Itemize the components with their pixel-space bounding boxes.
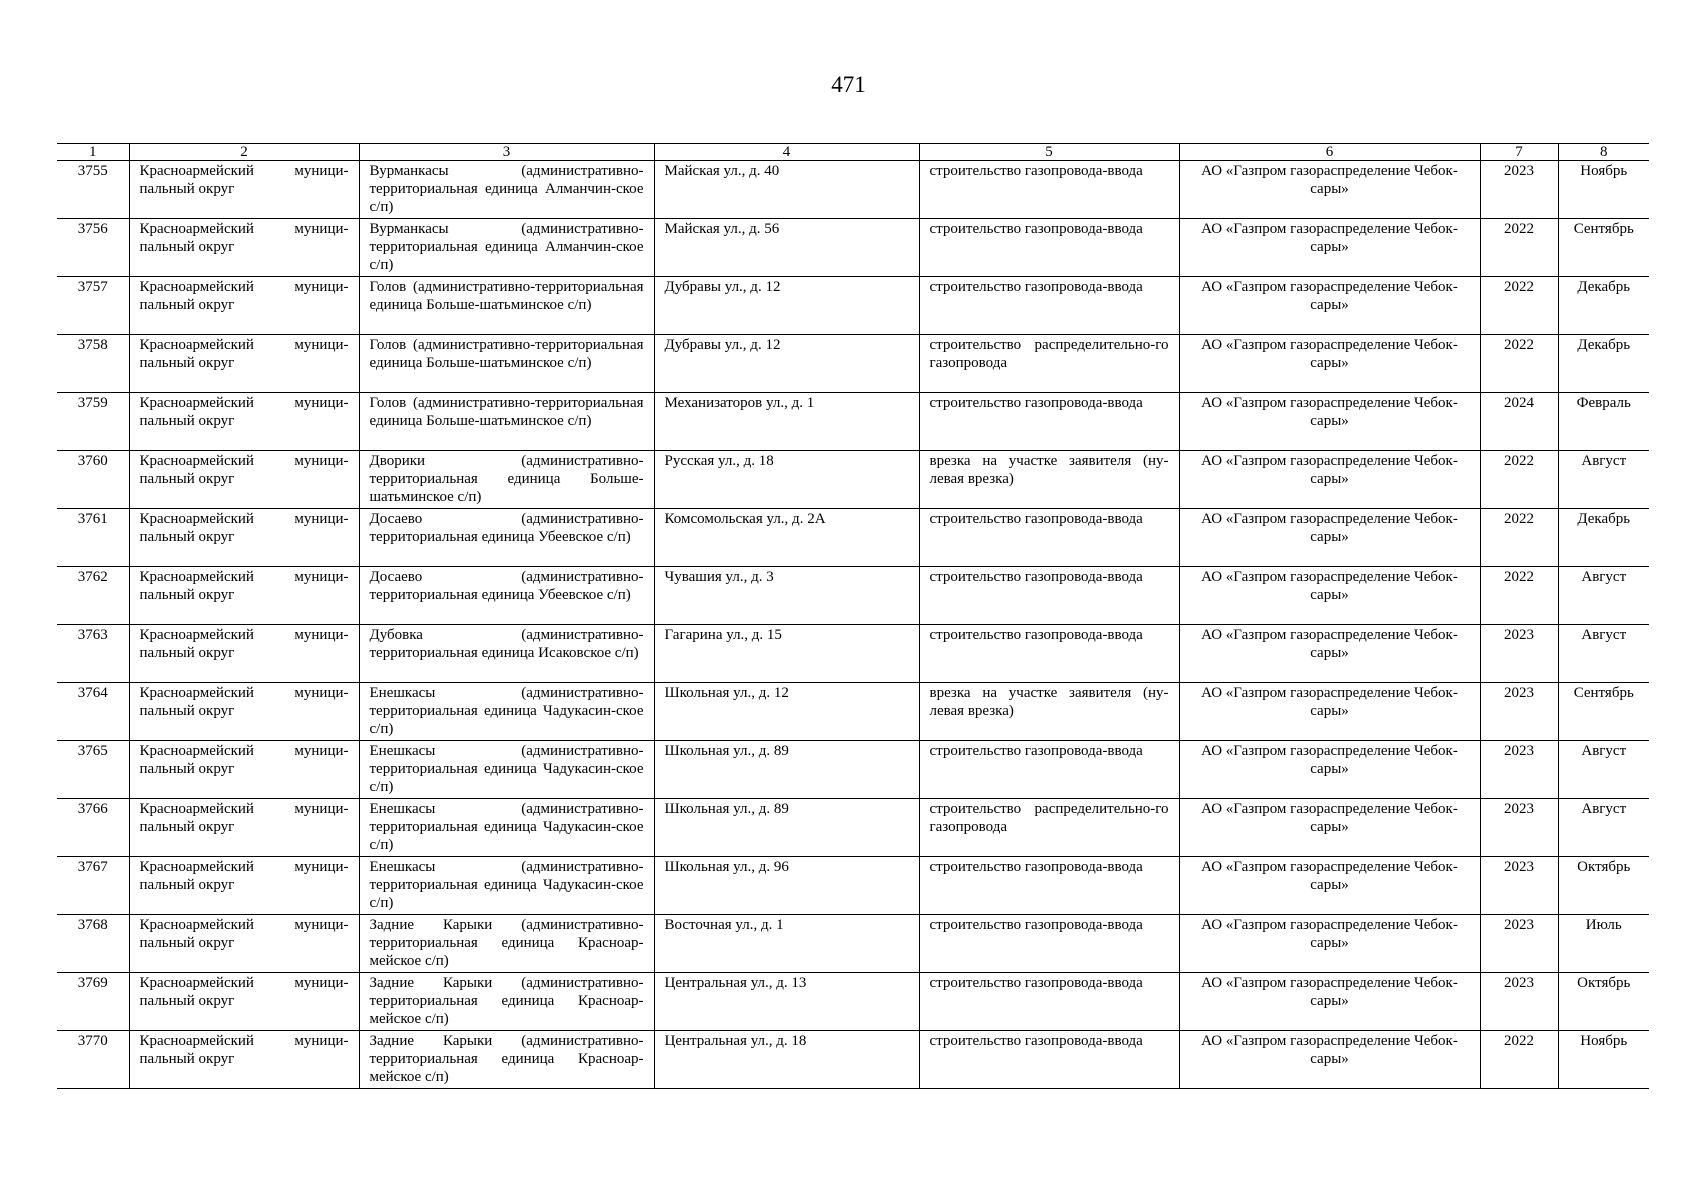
column-header: 1	[57, 144, 129, 161]
address-cell: Чувашия ул., д. 3	[654, 567, 919, 625]
row-number: 3764	[57, 683, 129, 741]
district-cell: Красноармейский муници-пальный округ	[129, 335, 359, 393]
month-cell: Август	[1558, 451, 1649, 509]
row-number: 3766	[57, 799, 129, 857]
district-cell: Красноармейский муници-пальный округ	[129, 161, 359, 219]
column-header: 3	[359, 144, 654, 161]
row-number: 3756	[57, 219, 129, 277]
address-cell: Центральная ул., д. 13	[654, 973, 919, 1031]
organization-cell: АО «Газпром газораспределение Чебок-сары»	[1179, 857, 1480, 915]
row-number: 3767	[57, 857, 129, 915]
table-row	[57, 161, 1649, 219]
row-number: 3769	[57, 973, 129, 1031]
column-header: 4	[654, 144, 919, 161]
address-cell: Дубравы ул., д. 12	[654, 277, 919, 335]
year-cell: 2023	[1480, 161, 1558, 219]
address-cell: Дубравы ул., д. 12	[654, 335, 919, 393]
table-row	[57, 741, 1649, 799]
year-cell: 2022	[1480, 1031, 1558, 1089]
organization-cell: АО «Газпром газораспределение Чебок-сары»	[1179, 393, 1480, 451]
district-cell: Красноармейский муници-пальный округ	[129, 509, 359, 567]
district-cell: Красноармейский муници-пальный округ	[129, 973, 359, 1031]
table-row	[57, 335, 1649, 393]
work-type-cell: строительство газопровода-ввода	[919, 741, 1179, 799]
column-header: 2	[129, 144, 359, 161]
address-cell: Майская ул., д. 40	[654, 161, 919, 219]
month-cell: Декабрь	[1558, 335, 1649, 393]
organization-cell: АО «Газпром газораспределение Чебок-сары»	[1179, 683, 1480, 741]
month-cell: Февраль	[1558, 393, 1649, 451]
table-row	[57, 567, 1649, 625]
year-cell: 2022	[1480, 567, 1558, 625]
work-type-cell: строительство газопровода-ввода	[919, 973, 1179, 1031]
settlement-cell: Задние Карыки (административно-территориальная единица Красноар-мейское с/п)	[359, 915, 654, 973]
month-cell: Июль	[1558, 915, 1649, 973]
organization-cell: АО «Газпром газораспределение Чебок-сары»	[1179, 161, 1480, 219]
district-cell: Красноармейский муници-пальный округ	[129, 451, 359, 509]
register-table	[57, 143, 1649, 1089]
district-cell: Красноармейский муници-пальный округ	[129, 857, 359, 915]
organization-cell: АО «Газпром газораспределение Чебок-сары»	[1179, 973, 1480, 1031]
year-cell: 2023	[1480, 625, 1558, 683]
address-cell: Школьная ул., д. 89	[654, 741, 919, 799]
district-cell: Красноармейский муници-пальный округ	[129, 219, 359, 277]
year-cell: 2022	[1480, 219, 1558, 277]
organization-cell: АО «Газпром газораспределение Чебок-сары»	[1179, 741, 1480, 799]
row-number: 3765	[57, 741, 129, 799]
settlement-cell: Досаево (административно-территориальная единица Убеевское с/п)	[359, 567, 654, 625]
year-cell: 2023	[1480, 973, 1558, 1031]
column-number-row	[57, 144, 1649, 161]
organization-cell: АО «Газпром газораспределение Чебок-сары»	[1179, 451, 1480, 509]
month-cell: Август	[1558, 567, 1649, 625]
month-cell: Август	[1558, 625, 1649, 683]
address-cell: Майская ул., д. 56	[654, 219, 919, 277]
settlement-cell: Голов (административно-территориальная единица Больше-шатьминское с/п)	[359, 335, 654, 393]
address-cell: Восточная ул., д. 1	[654, 915, 919, 973]
work-type-cell: строительство газопровода-ввода	[919, 915, 1179, 973]
month-cell: Август	[1558, 741, 1649, 799]
district-cell: Красноармейский муници-пальный округ	[129, 741, 359, 799]
settlement-cell: Голов (административно-территориальная единица Больше-шатьминское с/п)	[359, 277, 654, 335]
table-row	[57, 915, 1649, 973]
row-number: 3763	[57, 625, 129, 683]
work-type-cell: строительство газопровода-ввода	[919, 1031, 1179, 1089]
row-number: 3770	[57, 1031, 129, 1089]
organization-cell: АО «Газпром газораспределение Чебок-сары»	[1179, 799, 1480, 857]
work-type-cell: врезка на участке заявителя (ну-левая врезка)	[919, 683, 1179, 741]
address-cell: Русская ул., д. 18	[654, 451, 919, 509]
address-cell: Центральная ул., д. 18	[654, 1031, 919, 1089]
month-cell: Ноябрь	[1558, 1031, 1649, 1089]
month-cell: Сентябрь	[1558, 683, 1649, 741]
work-type-cell: строительство газопровода-ввода	[919, 567, 1179, 625]
work-type-cell: врезка на участке заявителя (ну-левая врезка)	[919, 451, 1179, 509]
table-row	[57, 451, 1649, 509]
page-number: 471	[831, 72, 866, 97]
row-number: 3761	[57, 509, 129, 567]
table-row	[57, 973, 1649, 1031]
row-number: 3768	[57, 915, 129, 973]
settlement-cell: Досаево (административно-территориальная единица Убеевское с/п)	[359, 509, 654, 567]
work-type-cell: строительство распределительно-го газопровода	[919, 335, 1179, 393]
settlement-cell: Дворики (административно-территориальная единица Больше-шатьминское с/п)	[359, 451, 654, 509]
row-number: 3759	[57, 393, 129, 451]
organization-cell: АО «Газпром газораспределение Чебок-сары»	[1179, 567, 1480, 625]
address-cell: Школьная ул., д. 12	[654, 683, 919, 741]
year-cell: 2022	[1480, 335, 1558, 393]
address-cell: Школьная ул., д. 89	[654, 799, 919, 857]
table-row	[57, 509, 1649, 567]
month-cell: Ноябрь	[1558, 161, 1649, 219]
year-cell: 2022	[1480, 451, 1558, 509]
district-cell: Красноармейский муници-пальный округ	[129, 625, 359, 683]
settlement-cell: Енешкасы (административно-территориальная единица Чадукасин-ское с/п)	[359, 741, 654, 799]
settlement-cell: Енешкасы (административно-территориальная единица Чадукасин-ское с/п)	[359, 799, 654, 857]
column-header: 6	[1179, 144, 1480, 161]
table-row	[57, 277, 1649, 335]
work-type-cell: строительство газопровода-ввода	[919, 393, 1179, 451]
settlement-cell: Дубовка (административно-территориальная единица Исаковское с/п)	[359, 625, 654, 683]
work-type-cell: строительство газопровода-ввода	[919, 161, 1179, 219]
work-type-cell: строительство распределительно-го газопровода	[919, 799, 1179, 857]
work-type-cell: строительство газопровода-ввода	[919, 219, 1179, 277]
table-row	[57, 393, 1649, 451]
year-cell: 2023	[1480, 741, 1558, 799]
district-cell: Красноармейский муници-пальный округ	[129, 915, 359, 973]
work-type-cell: строительство газопровода-ввода	[919, 857, 1179, 915]
column-header: 8	[1558, 144, 1649, 161]
year-cell: 2022	[1480, 277, 1558, 335]
organization-cell: АО «Газпром газораспределение Чебок-сары»	[1179, 915, 1480, 973]
year-cell: 2023	[1480, 915, 1558, 973]
organization-cell: АО «Газпром газораспределение Чебок-сары»	[1179, 277, 1480, 335]
district-cell: Красноармейский муници-пальный округ	[129, 683, 359, 741]
district-cell: Красноармейский муници-пальный округ	[129, 799, 359, 857]
district-cell: Красноармейский муници-пальный округ	[129, 567, 359, 625]
organization-cell: АО «Газпром газораспределение Чебок-сары»	[1179, 335, 1480, 393]
year-cell: 2022	[1480, 509, 1558, 567]
row-number: 3755	[57, 161, 129, 219]
organization-cell: АО «Газпром газораспределение Чебок-сары»	[1179, 219, 1480, 277]
month-cell: Сентябрь	[1558, 219, 1649, 277]
column-header: 7	[1480, 144, 1558, 161]
settlement-cell: Задние Карыки (административно-территориальная единица Красноар-мейское с/п)	[359, 1031, 654, 1089]
settlement-cell: Вурманкасы (административно-территориальная единица Алманчин-ское с/п)	[359, 161, 654, 219]
address-cell: Комсомольская ул., д. 2А	[654, 509, 919, 567]
month-cell: Декабрь	[1558, 277, 1649, 335]
settlement-cell: Задние Карыки (административно-территориальная единица Красноар-мейское с/п)	[359, 973, 654, 1031]
work-type-cell: строительство газопровода-ввода	[919, 625, 1179, 683]
district-cell: Красноармейский муници-пальный округ	[129, 1031, 359, 1089]
settlement-cell: Енешкасы (административно-территориальная единица Чадукасин-ское с/п)	[359, 683, 654, 741]
row-number: 3762	[57, 567, 129, 625]
address-cell: Гагарина ул., д. 15	[654, 625, 919, 683]
district-cell: Красноармейский муници-пальный округ	[129, 393, 359, 451]
month-cell: Октябрь	[1558, 973, 1649, 1031]
column-header: 5	[919, 144, 1179, 161]
row-number: 3760	[57, 451, 129, 509]
year-cell: 2024	[1480, 393, 1558, 451]
table-row	[57, 857, 1649, 915]
settlement-cell: Енешкасы (административно-территориальная единица Чадукасин-ское с/п)	[359, 857, 654, 915]
year-cell: 2023	[1480, 799, 1558, 857]
year-cell: 2023	[1480, 857, 1558, 915]
address-cell: Механизаторов ул., д. 1	[654, 393, 919, 451]
table-row	[57, 799, 1649, 857]
month-cell: Октябрь	[1558, 857, 1649, 915]
month-cell: Август	[1558, 799, 1649, 857]
organization-cell: АО «Газпром газораспределение Чебок-сары»	[1179, 625, 1480, 683]
settlement-cell: Голов (административно-территориальная единица Больше-шатьминское с/п)	[359, 393, 654, 451]
row-number: 3757	[57, 277, 129, 335]
row-number: 3758	[57, 335, 129, 393]
organization-cell: АО «Газпром газораспределение Чебок-сары»	[1179, 1031, 1480, 1089]
district-cell: Красноармейский муници-пальный округ	[129, 277, 359, 335]
work-type-cell: строительство газопровода-ввода	[919, 509, 1179, 567]
table-row	[57, 683, 1649, 741]
month-cell: Декабрь	[1558, 509, 1649, 567]
table-row	[57, 219, 1649, 277]
table-row	[57, 1031, 1649, 1089]
organization-cell: АО «Газпром газораспределение Чебок-сары»	[1179, 509, 1480, 567]
work-type-cell: строительство газопровода-ввода	[919, 277, 1179, 335]
address-cell: Школьная ул., д. 96	[654, 857, 919, 915]
year-cell: 2023	[1480, 683, 1558, 741]
table-row	[57, 625, 1649, 683]
settlement-cell: Вурманкасы (административно-территориальная единица Алманчин-ское с/п)	[359, 219, 654, 277]
